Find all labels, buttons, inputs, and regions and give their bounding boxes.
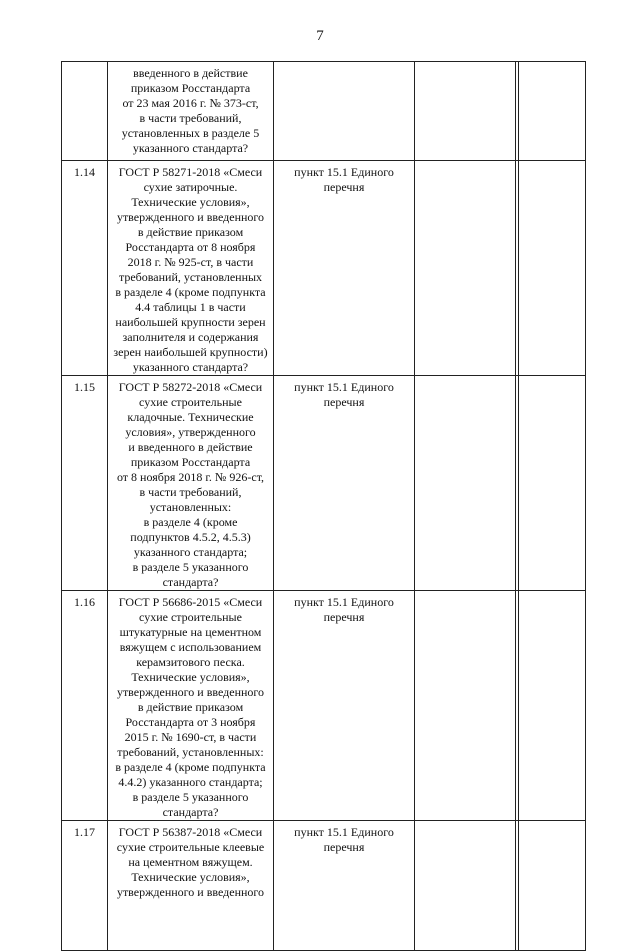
requirement-line: утвержденного и введенного (116, 885, 265, 899)
requirement-line: Росстандарта от 3 ноября (125, 715, 256, 729)
requirement-text (108, 62, 274, 161)
requirement-text (108, 591, 274, 821)
reference-line: перечня (323, 610, 365, 624)
requirement-line: от 8 ноября 2018 г. № 926-ст, (116, 470, 265, 484)
requirement-line: вяжущем с использованием (119, 640, 262, 654)
reference-cell (274, 62, 415, 161)
requirement-line: стандарта? (162, 805, 219, 819)
answer-cell-1 (415, 62, 516, 161)
requirement-text (108, 161, 274, 376)
requirement-line: Росстандарта от 8 ноября (125, 240, 256, 254)
requirement-line: утвержденного и введенного (116, 685, 265, 699)
requirement-line: установленных: (149, 500, 232, 514)
reference-cell (274, 161, 415, 376)
reference-line: пункт 15.1 Единого (294, 825, 394, 839)
reference-cell (274, 591, 415, 821)
reference-line: пункт 15.1 Единого (294, 380, 394, 394)
requirement-line: штукатурные на цементном (119, 625, 262, 639)
requirement-text (108, 821, 274, 951)
answer-cell-3 (519, 62, 586, 161)
requirement-line: от 23 мая 2016 г. № 373-ст, (122, 96, 259, 110)
item-number: 1.16 (62, 591, 108, 821)
requirement-line: 4.4.2) указанного стандарта; (118, 775, 263, 789)
requirement-line: в части требований, (139, 111, 242, 125)
requirement-line: Технические условия», (131, 870, 250, 884)
requirement-line: в разделе 5 указанного (132, 560, 249, 574)
table-row (62, 62, 586, 161)
requirement-line: в действие приказом (137, 700, 244, 714)
reference-line: перечня (323, 180, 365, 194)
requirement-line: ГОСТ Р 58271-2018 «Смеси (118, 165, 263, 179)
requirement-line: керамзитового песка. (136, 655, 245, 669)
item-number (62, 62, 108, 161)
requirement-line: в разделе 4 (кроме (143, 515, 238, 529)
requirement-text (108, 376, 274, 591)
requirement-line: ГОСТ Р 56387-2018 «Смеси (118, 825, 263, 839)
requirement-line: сухие строительные (139, 395, 242, 409)
requirement-line: сухие затирочные. (143, 180, 238, 194)
requirement-line: приказом Росстандарта (130, 81, 251, 95)
requirement-line: заполнителя и содержания (122, 330, 259, 344)
requirement-line: приказом Росстандарта (130, 455, 251, 469)
requirement-line: 2015 г. № 1690-ст, в части (124, 730, 257, 744)
requirement-line: требований, установленных (118, 270, 263, 284)
requirement-line: утвержденного и введенного (116, 210, 265, 224)
requirement-line: на цементном вяжущем. (128, 855, 253, 869)
requirement-line: сухие строительные (139, 610, 242, 624)
reference-line: перечня (323, 840, 365, 854)
answer-cell-1 (415, 591, 516, 821)
reference-cell (274, 821, 415, 951)
table-row (62, 161, 586, 376)
requirement-line: в разделе 4 (кроме подпункта (115, 760, 266, 774)
item-number: 1.14 (62, 161, 108, 376)
answer-cell-3 (519, 376, 586, 591)
requirement-line: условия», утвержденного (125, 425, 256, 439)
item-number: 1.15 (62, 376, 108, 591)
answer-cell-3 (519, 821, 586, 951)
requirement-line: требований, установленных: (117, 745, 264, 759)
answer-cell-3 (519, 591, 586, 821)
table-row (62, 821, 586, 951)
reference-line: пункт 15.1 Единого (294, 595, 394, 609)
requirement-line: 4.4 таблицы 1 в части (135, 300, 246, 314)
requirement-line: установленных в разделе 5 (121, 126, 260, 140)
requirement-line: 2018 г. № 925-ст, в части (127, 255, 254, 269)
requirement-line: введенного в действие (133, 66, 248, 80)
requirement-line: Технические условия», (131, 670, 250, 684)
reference-cell (274, 376, 415, 591)
requirement-line: ГОСТ Р 58272-2018 «Смеси (118, 380, 263, 394)
requirement-line: Технические условия», (131, 195, 250, 209)
requirement-line: в разделе 4 (кроме подпункта (115, 285, 266, 299)
requirement-line: указанного стандарта? (132, 141, 249, 155)
reference-line: пункт 15.1 Единого (294, 165, 394, 179)
answer-cell-1 (415, 821, 516, 951)
answer-cell-1 (415, 161, 516, 376)
reference-line: перечня (323, 395, 365, 409)
item-number: 1.17 (62, 821, 108, 951)
table-row (62, 376, 586, 591)
requirement-line: и введенного в действие (128, 440, 253, 454)
requirement-line: стандарта? (162, 575, 219, 589)
answer-cell-3 (519, 161, 586, 376)
table-row (62, 591, 586, 821)
requirement-line: наибольшей крупности зерен (115, 315, 266, 329)
requirement-line: зерен наибольшей крупности) (113, 345, 268, 359)
requirement-line: указанного стандарта? (132, 360, 249, 374)
page-number: 7 (316, 28, 324, 44)
requirement-line: в части требований, (139, 485, 242, 499)
checklist-table (61, 61, 586, 951)
requirement-line: указанного стандарта; (133, 545, 248, 559)
requirement-line: подпунктов 4.5.2, 4.5.3) (130, 530, 251, 544)
answer-cell-1 (415, 376, 516, 591)
requirement-line: сухие строительные клеевые (116, 840, 265, 854)
requirement-line: в действие приказом (137, 225, 244, 239)
requirement-line: ГОСТ Р 56686-2015 «Смеси (118, 595, 263, 609)
requirement-line: кладочные. Технические (127, 410, 254, 424)
requirement-line: в разделе 5 указанного (132, 790, 249, 804)
